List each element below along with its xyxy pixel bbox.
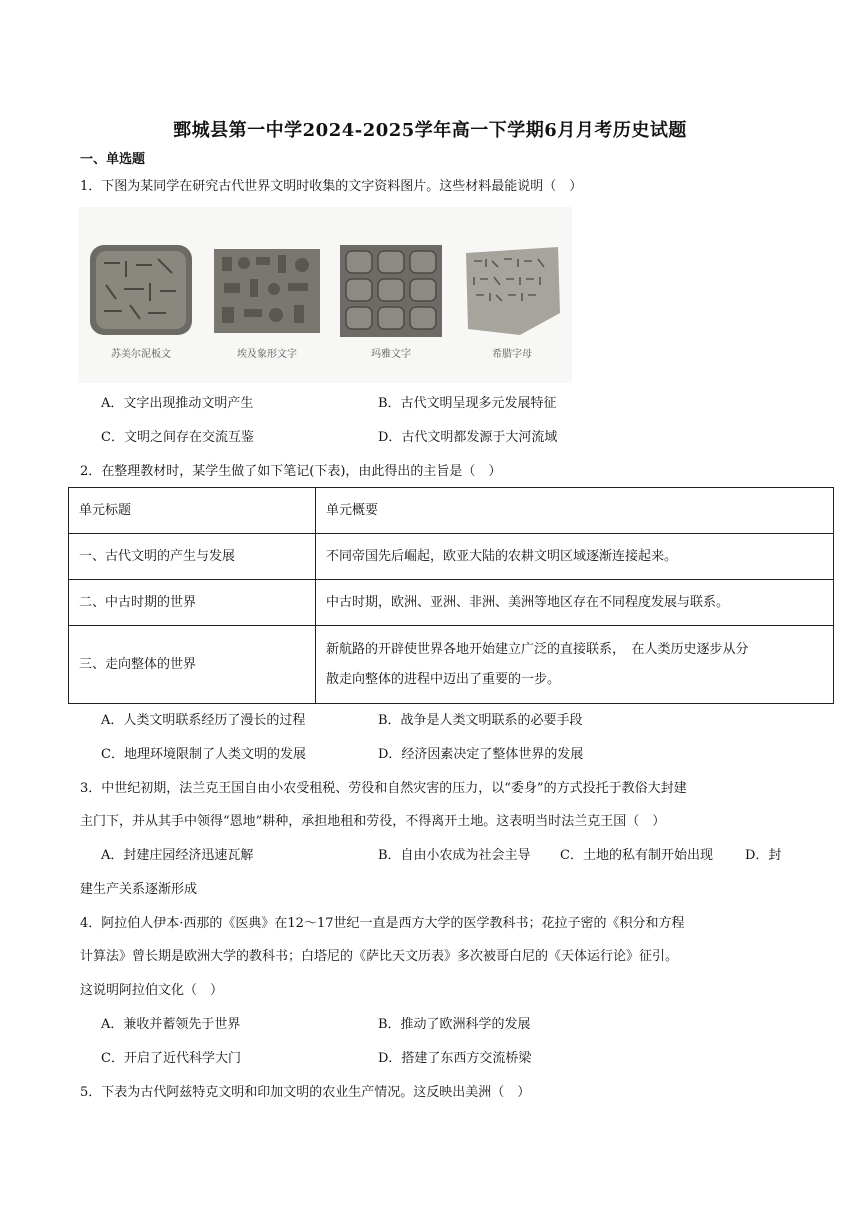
q1-image-caption: 玛雅文字 — [371, 349, 411, 360]
q1-image-caption: 苏美尔泥板文 — [111, 349, 171, 360]
q3-stem-line1: 3．中世纪初期，法兰克王国自由小农受租税、劳役和自然灾害的压力，以“委身”的方式投托于教俗大封建 — [80, 781, 687, 796]
table-row — [69, 626, 834, 704]
q3-option-d-continued[interactable]: 建生产关系逐渐形成 — [80, 882, 198, 897]
q1-option-a[interactable]: A．文字出现推动文明产生 — [101, 396, 254, 411]
q2-option-c[interactable]: C．地理环境限制了人类文明的发展 — [101, 747, 306, 762]
hieroglyph-picture — [212, 243, 322, 339]
q1-option-b[interactable]: B．古代文明呈现多元发展特征 — [378, 396, 557, 411]
q3-option-c[interactable]: C．土地的私有制开始出现 — [560, 848, 713, 863]
q1-option-c[interactable]: C．文明之间存在交流互鉴 — [101, 430, 254, 445]
q4-option-c[interactable]: C．开启了近代科学大门 — [101, 1051, 241, 1066]
table-cell-title: 三、走向整体的世界 — [69, 626, 316, 704]
q4-option-b[interactable]: B．推动了欧洲科学的发展 — [378, 1017, 531, 1032]
table-cell-title: 一、古代文明的产生与发展 — [69, 534, 316, 580]
q2-option-b[interactable]: B．战争是人类文明联系的必要手段 — [378, 713, 583, 728]
q1-image-caption: 希腊字母 — [492, 349, 532, 360]
q1-image-egyptian — [204, 207, 331, 383]
q5-stem: 5．下表为古代阿兹特克文明和印加文明的农业生产情况。这反映出美洲（ ） — [80, 1085, 531, 1100]
q3-option-a[interactable]: A．封建庄园经济迅速瓦解 — [101, 848, 254, 863]
table-cell-summary — [316, 626, 834, 704]
table-row — [69, 580, 834, 626]
table-cell-line: 散走向整体的进程中迈出了重要的一步。 — [326, 671, 561, 687]
table-cell-line: 新航路的开辟使世界各地开始建立广泛的直接联系， 在人类历史逐步从分 — [326, 641, 749, 657]
table-header-cell: 单元标题 — [69, 488, 316, 534]
maya-glyph-picture — [338, 243, 444, 339]
q2-option-d[interactable]: D．经济因素决定了整体世界的发展 — [378, 747, 584, 762]
q1-image-caption: 埃及象形文字 — [237, 349, 297, 360]
q1-image-greek — [452, 207, 572, 383]
q1-option-d[interactable]: D．古代文明都发源于大河流域 — [378, 430, 558, 445]
q1-image-sumerian — [78, 207, 205, 383]
q3-option-d[interactable]: D．封 — [745, 848, 782, 863]
q4-option-a[interactable]: A．兼收并蓄领先于世界 — [101, 1017, 241, 1032]
q1-stem: 1．下图为某同学在研究古代世界文明时收集的文字资料图片。这些材料最能说明（ ） — [80, 179, 583, 194]
table-header-row — [69, 488, 834, 534]
q3-stem-line2: 主门下，并从其手中领得“恩地”耕种，承担地租和劳役，不得离开土地。这表明当时法兰克王国（ ） — [80, 814, 666, 829]
q4-option-d[interactable]: D．搭建了东西方交流桥梁 — [378, 1051, 532, 1066]
q4-stem-line1: 4．阿拉伯人伊本·西那的《医典》在12～17世纪一直是西方大学的医学教科书；花拉子密的《积分和方程 — [80, 916, 685, 931]
table-header-cell: 单元概要 — [316, 488, 834, 534]
clay-tablet-picture — [86, 243, 196, 339]
greek-inscription-picture — [460, 243, 564, 339]
table-cell-summary: 不同帝国先后崛起，欧亚大陆的农耕文明区域逐渐连接起来。 — [316, 534, 834, 580]
table-row — [69, 534, 834, 580]
q1-image-strip — [78, 207, 572, 383]
q1-image-maya — [330, 207, 453, 383]
section-heading: 一、单选题 — [80, 152, 146, 167]
q2-option-a[interactable]: A．人类文明联系经历了漫长的过程 — [101, 713, 306, 728]
q3-option-b[interactable]: B．自由小农成为社会主导 — [378, 848, 531, 863]
q2-stem: 2．在整理教材时，某学生做了如下笔记(下表)，由此得出的主旨是（ ） — [80, 464, 502, 479]
q4-stem-line3: 这说明阿拉伯文化（ ） — [80, 983, 224, 998]
exam-title: 鄄城县第一中学2024-2025学年高一下学期6月月考历史试题 — [173, 120, 687, 141]
table-cell-title: 二、中古时期的世界 — [69, 580, 316, 626]
q2-notes-table — [68, 487, 834, 704]
table-cell-summary: 中古时期，欧洲、亚洲、非洲、美洲等地区存在不同程度发展与联系。 — [316, 580, 834, 626]
q4-stem-line2: 计算法》曾长期是欧洲大学的教科书；白塔尼的《萨比天文历表》多次被哥白尼的《天体运行论》征引。 — [80, 949, 679, 964]
